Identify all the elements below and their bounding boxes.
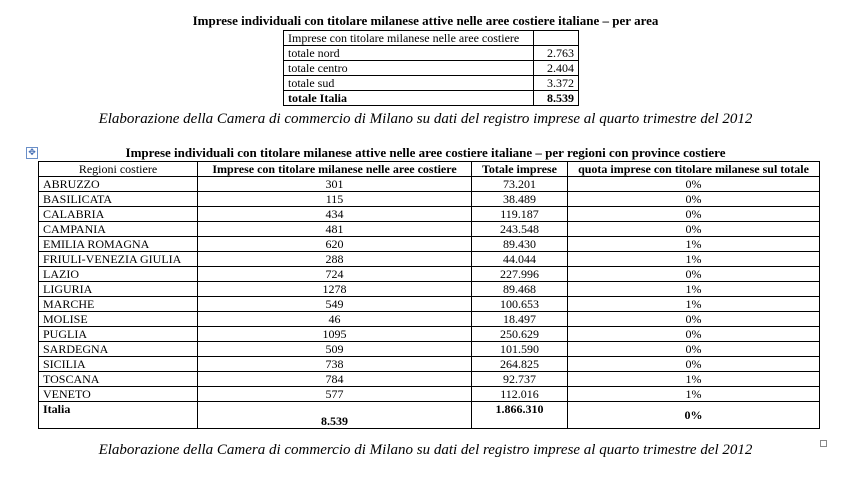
move-arrows-icon[interactable]: ✥ (26, 147, 38, 159)
milan-firms-value: 738 (198, 357, 472, 372)
milan-firms-value: 724 (198, 267, 472, 282)
region-name: BASILICATA (39, 192, 198, 207)
table-row (39, 267, 820, 282)
share-value: 0% (568, 312, 820, 327)
region-name: LIGURIA (39, 282, 198, 297)
milan-firms-value: 1095 (198, 327, 472, 342)
milan-firms-value: 8.539 (198, 402, 472, 429)
total-firms-value: 38.489 (472, 192, 568, 207)
table-row (39, 342, 820, 357)
table-row (39, 372, 820, 387)
total-firms-value: 112.016 (472, 387, 568, 402)
total-firms-value: 101.590 (472, 342, 568, 357)
table-row (39, 177, 820, 192)
table-row (39, 222, 820, 237)
title-by-region: Imprese individuali con titolare milanese attive nelle aree costiere italiane – per regioni con province costiere (125, 145, 726, 160)
source-caption: Elaborazione della Camera di commercio di Milano su dati del registro imprese al quarto trimestre del 2012 (98, 111, 753, 127)
table-row (284, 46, 579, 61)
source-caption: Elaborazione della Camera di commercio di Milano su dati del registro imprese al quarto trimestre del 2012 (98, 442, 753, 458)
table-row (39, 387, 820, 402)
milan-firms-value: 509 (198, 342, 472, 357)
total-firms-value: 89.468 (472, 282, 568, 297)
milan-firms-value: 577 (198, 387, 472, 402)
table-row (39, 282, 820, 297)
table-row (39, 207, 820, 222)
col-header-region: Regioni costiere (39, 162, 198, 177)
table-row (39, 312, 820, 327)
col-header-total-firms: Totale imprese (472, 162, 568, 177)
region-name: SARDEGNA (39, 342, 198, 357)
resize-handle[interactable] (820, 440, 827, 447)
table-row (39, 357, 820, 372)
table1-header: Imprese con titolare milanese nelle aree costiere (284, 31, 534, 46)
total-firms-value: 73.201 (472, 177, 568, 192)
table-row (39, 297, 820, 312)
table-row (284, 61, 579, 76)
table-row (39, 237, 820, 252)
table1-header-empty (534, 31, 579, 46)
total-firms-value: 89.430 (472, 237, 568, 252)
share-value: 0% (568, 222, 820, 237)
milan-firms-value: 481 (198, 222, 472, 237)
total-firms-value: 18.497 (472, 312, 568, 327)
table-row (39, 252, 820, 267)
region-name: VENETO (39, 387, 198, 402)
col-header-share: quota imprese con titolare milanese sul totale (568, 162, 820, 177)
region-name: TOSCANA (39, 372, 198, 387)
area-value: 8.539 (534, 91, 579, 106)
total-firms-value: 264.825 (472, 357, 568, 372)
milan-firms-value: 288 (198, 252, 472, 267)
milan-firms-value: 1278 (198, 282, 472, 297)
region-name: LAZIO (39, 267, 198, 282)
share-value: 0% (568, 327, 820, 342)
milan-firms-value: 46 (198, 312, 472, 327)
region-name: EMILIA ROMAGNA (39, 237, 198, 252)
share-value: 0% (568, 177, 820, 192)
table-row (284, 76, 579, 91)
region-name: ABRUZZO (39, 177, 198, 192)
region-name: CALABRIA (39, 207, 198, 222)
table-row-total (39, 402, 820, 429)
area-value: 3.372 (534, 76, 579, 91)
share-value: 0% (568, 402, 820, 429)
share-value: 1% (568, 372, 820, 387)
share-value: 1% (568, 297, 820, 312)
col-header-milan-firms: Imprese con titolare milanese nelle aree costiere (198, 162, 472, 177)
table-by-region (38, 161, 820, 429)
total-firms-value: 243.548 (472, 222, 568, 237)
area-label: totale centro (284, 61, 534, 76)
region-name: MOLISE (39, 312, 198, 327)
total-firms-value: 250.629 (472, 327, 568, 342)
share-value: 1% (568, 252, 820, 267)
region-name: PUGLIA (39, 327, 198, 342)
region-name: MARCHE (39, 297, 198, 312)
milan-firms-value: 434 (198, 207, 472, 222)
share-value: 0% (568, 192, 820, 207)
share-value: 0% (568, 207, 820, 222)
area-label: totale sud (284, 76, 534, 91)
share-value: 0% (568, 342, 820, 357)
total-firms-value: 119.187 (472, 207, 568, 222)
share-value: 1% (568, 282, 820, 297)
table-by-area (283, 30, 579, 106)
table-row-total (284, 91, 579, 106)
region-name: SICILIA (39, 357, 198, 372)
share-value: 0% (568, 357, 820, 372)
region-name: CAMPANIA (39, 222, 198, 237)
milan-firms-value: 301 (198, 177, 472, 192)
table-row (39, 327, 820, 342)
share-value: 1% (568, 237, 820, 252)
share-value: 1% (568, 387, 820, 402)
area-label: totale nord (284, 46, 534, 61)
area-value: 2.763 (534, 46, 579, 61)
share-value: 0% (568, 267, 820, 282)
total-firms-value: 1.866.310 (472, 402, 568, 429)
milan-firms-value: 620 (198, 237, 472, 252)
table-row (39, 192, 820, 207)
milan-firms-value: 115 (198, 192, 472, 207)
total-firms-value: 227.996 (472, 267, 568, 282)
milan-firms-value: 549 (198, 297, 472, 312)
area-label: totale Italia (284, 91, 534, 106)
total-firms-value: 92.737 (472, 372, 568, 387)
region-name: Italia (39, 402, 198, 429)
title-by-area: Imprese individuali con titolare milanese attive nelle aree costiere italiane – per area (192, 13, 659, 28)
region-name: FRIULI-VENEZIA GIULIA (39, 252, 198, 267)
area-value: 2.404 (534, 61, 579, 76)
total-firms-value: 44.044 (472, 252, 568, 267)
milan-firms-value: 784 (198, 372, 472, 387)
table-header-row (39, 162, 820, 177)
total-firms-value: 100.653 (472, 297, 568, 312)
